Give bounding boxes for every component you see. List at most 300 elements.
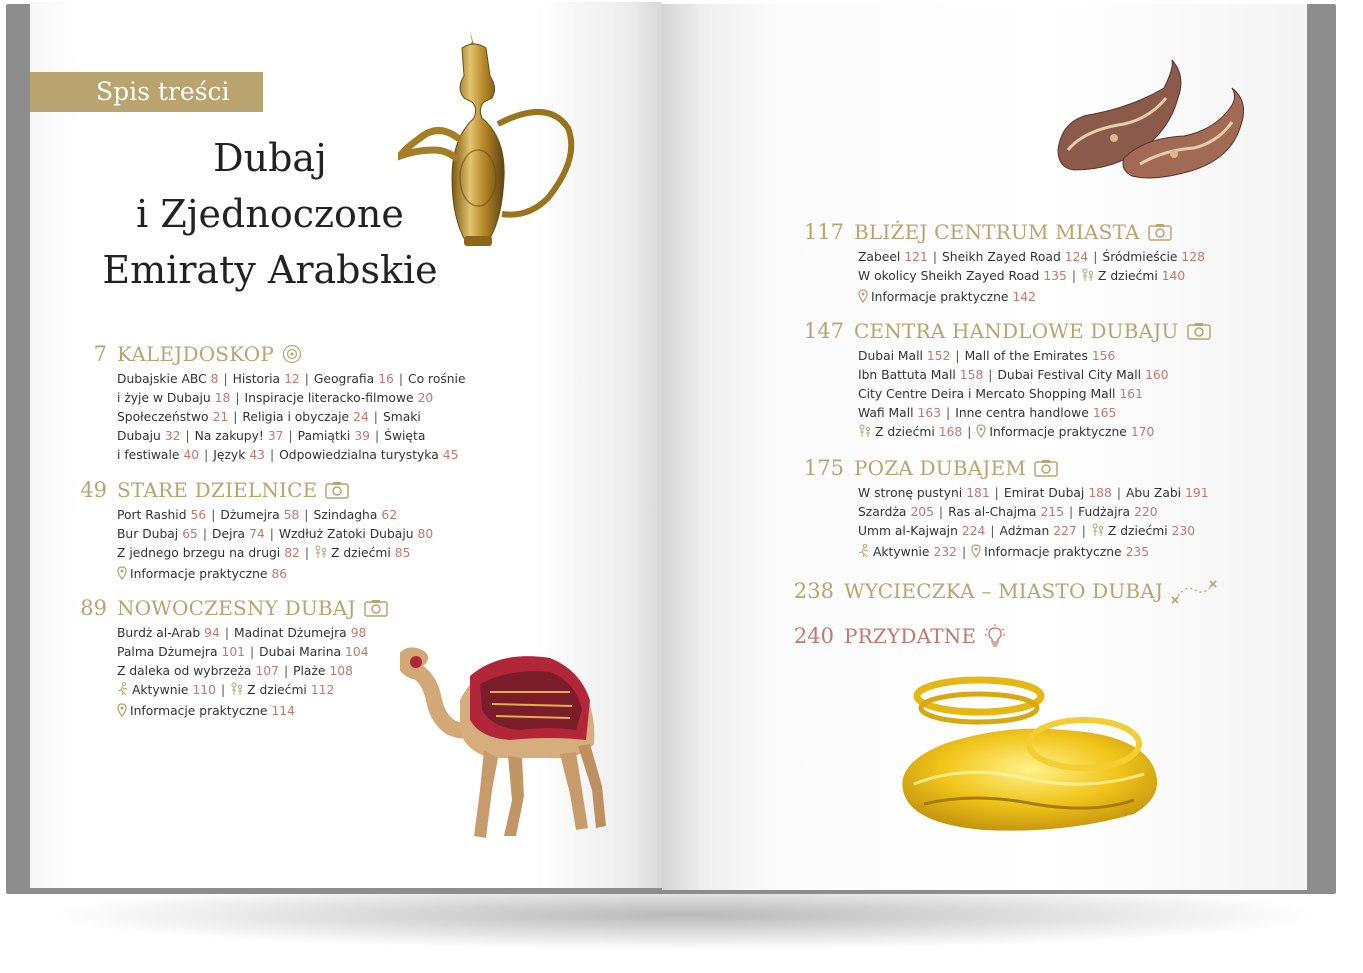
- section-heading[interactable]: [65, 478, 433, 502]
- toc-entry[interactable]: [117, 372, 219, 386]
- separator: |: [1068, 504, 1074, 519]
- toc-entry[interactable]: [858, 387, 1143, 401]
- entry-line: [858, 288, 1205, 309]
- entry-label: Adżman: [999, 523, 1050, 538]
- entry-label: Z dziećmi: [331, 545, 391, 560]
- toc-entry[interactable]: [314, 372, 394, 386]
- entry-line: [117, 624, 388, 643]
- toc-entry[interactable]: [955, 406, 1116, 420]
- toc-entry[interactable]: [1126, 486, 1209, 500]
- entry-page-number: 121: [904, 250, 928, 264]
- entry-page-number: 224: [961, 523, 986, 538]
- toc-entry[interactable]: [1004, 486, 1112, 500]
- section-page-number: 49: [80, 478, 107, 502]
- toc-entry[interactable]: [212, 527, 265, 541]
- section-title: NOWOCZESNY DUBAJ: [117, 596, 356, 620]
- toc-entry[interactable]: [1081, 269, 1185, 283]
- entry-label: Ibn Battuta Mall: [858, 367, 956, 382]
- title-line: i Zjednoczone: [136, 192, 404, 236]
- entry-page-number: 161: [1119, 386, 1143, 401]
- toc-entry[interactable]: [220, 508, 299, 522]
- entry-page-number: 18: [214, 390, 231, 405]
- kids-icon: [1081, 268, 1095, 288]
- section-page-number: 89: [80, 596, 107, 620]
- separator: |: [967, 424, 972, 439]
- toc-entry[interactable]: [858, 368, 983, 382]
- section-heading[interactable]: [792, 578, 1217, 604]
- toc-entry[interactable]: [213, 448, 265, 462]
- entry-line: [858, 248, 1205, 267]
- section-heading[interactable]: [802, 220, 1205, 244]
- separator: |: [250, 644, 255, 659]
- entry-page-number: 98: [350, 626, 367, 640]
- separator: |: [202, 526, 208, 541]
- entry-page-number: 227: [1053, 523, 1077, 538]
- entry-page-number: 85: [394, 545, 411, 560]
- entry-label: W okolicy Sheikh Zayed Road: [858, 268, 1040, 283]
- toc-entry[interactable]: [117, 626, 220, 640]
- toc-section: [802, 319, 1211, 444]
- toc-entry[interactable]: [313, 508, 397, 522]
- entry-page-number: 21: [212, 409, 229, 424]
- separator: |: [1093, 250, 1098, 264]
- toc-entry[interactable]: [858, 250, 928, 264]
- entry-label: Burdż al-Arab: [117, 626, 201, 640]
- entry-label: Zabeel: [858, 250, 901, 264]
- separator: |: [304, 508, 309, 522]
- entry-line: [117, 427, 466, 446]
- entry-label: Święta: [384, 428, 426, 443]
- entry-label: Dubaju: [117, 428, 161, 443]
- entry-page-number: 20: [417, 390, 434, 405]
- toc-entry[interactable]: [233, 372, 300, 386]
- separator: |: [994, 486, 999, 500]
- entry-line: [858, 267, 1205, 288]
- toc-entry[interactable]: [976, 425, 1154, 439]
- entry-label: Społeczeństwo: [117, 409, 209, 424]
- toc-entry[interactable]: [858, 406, 941, 420]
- toc-entry[interactable]: [971, 545, 1149, 559]
- entry-page-number: 110: [192, 682, 216, 697]
- entry-label: Dubai Marina: [259, 644, 342, 659]
- entry-page-number: 235: [1125, 544, 1150, 559]
- entry-page-number: 32: [164, 428, 181, 443]
- entry-page-number: 43: [249, 447, 265, 462]
- toc-entry[interactable]: [858, 290, 1036, 304]
- entry-label: Pamiątki: [297, 428, 351, 443]
- entry-page-number: 80: [417, 526, 434, 541]
- pin-icon: [858, 289, 868, 309]
- kids-icon: [1091, 523, 1105, 543]
- section-title: STARE DZIELNICE: [117, 478, 318, 502]
- entry-label: Port Rashid: [117, 508, 187, 522]
- toc-entry[interactable]: [858, 269, 1067, 283]
- entry-label: Aktywnie: [873, 544, 930, 559]
- entry-label: Dubajskie ABC: [117, 372, 207, 386]
- entry-line: [117, 702, 388, 723]
- toc-entry[interactable]: [858, 505, 934, 519]
- entry-line: [858, 366, 1211, 385]
- camera-icon: [1187, 322, 1211, 340]
- separator: |: [375, 428, 380, 443]
- camera-icon: [364, 599, 388, 617]
- entry-label: Odpowiedzialna turystyka: [279, 447, 439, 462]
- toc-entry[interactable]: [408, 372, 466, 386]
- separator: |: [398, 372, 404, 386]
- entry-page-number: 158: [959, 367, 984, 382]
- entry-page-number: 160: [1145, 367, 1169, 382]
- pin-icon: [976, 424, 986, 444]
- toc-entry[interactable]: [942, 250, 1088, 264]
- toc-entry[interactable]: [117, 508, 206, 522]
- entry-label: Inspiracje literacko-filmowe: [244, 390, 414, 405]
- toc-entry[interactable]: [117, 567, 287, 581]
- entry-label: Dubai Mall: [858, 349, 923, 363]
- separator: |: [269, 447, 275, 462]
- entry-label: i żyje w Dubaju: [117, 390, 211, 405]
- toc-entry[interactable]: [858, 349, 950, 363]
- gold-jewelry-illustration: [884, 674, 1179, 834]
- entry-label: Inne centra handlowe: [955, 405, 1089, 420]
- separator: |: [1116, 486, 1121, 500]
- separator: |: [373, 409, 378, 424]
- coffee-pot-illustration: [398, 28, 583, 253]
- toc-entry[interactable]: [117, 391, 230, 405]
- entry-page-number: 56: [190, 508, 207, 522]
- toc-entry[interactable]: [117, 527, 198, 541]
- entry-label: Informacje praktyczne: [130, 703, 268, 718]
- entry-page-number: 74: [249, 526, 265, 541]
- slippers-illustration: [1054, 58, 1244, 183]
- entry-line: [117, 506, 433, 525]
- toc-section: [65, 342, 466, 465]
- camel-illustration: [400, 640, 610, 850]
- kids-icon: [858, 424, 872, 444]
- toc-entry[interactable]: [242, 410, 368, 424]
- entry-line: [117, 408, 466, 427]
- toc-entry[interactable]: [195, 429, 284, 443]
- entry-label: Mall of the Emirates: [964, 349, 1088, 363]
- section-entries: [858, 484, 1209, 564]
- entry-line: [858, 503, 1209, 522]
- entry-label: Fudżajra: [1078, 504, 1131, 519]
- entry-page-number: 181: [966, 486, 990, 500]
- toc-section: [65, 478, 433, 586]
- left-page: [30, 2, 662, 888]
- entry-page-number: 37: [267, 428, 284, 443]
- toc-entry[interactable]: [117, 664, 279, 678]
- separator: |: [223, 372, 228, 386]
- entry-page-number: 40: [183, 447, 200, 462]
- toc-entry[interactable]: [948, 505, 1064, 519]
- toc-entry[interactable]: [117, 546, 300, 560]
- title-line: Emiraty Arabskie: [102, 248, 438, 292]
- lightbulb-icon: [984, 624, 1006, 648]
- entry-page-number: 114: [271, 703, 295, 718]
- entry-line: [117, 662, 388, 681]
- entry-page-number: 128: [1181, 250, 1205, 264]
- entry-line: [117, 544, 433, 565]
- section-title: PRZYDATNE: [844, 624, 977, 648]
- entry-label: Informacje praktyczne: [984, 544, 1122, 559]
- separator: |: [990, 523, 995, 538]
- section-page-number: 117: [803, 220, 844, 244]
- entry-line: [858, 484, 1209, 503]
- entry-label: Z dziećmi: [247, 682, 307, 697]
- toc-entry[interactable]: [858, 524, 985, 538]
- entry-page-number: 168: [938, 424, 963, 439]
- section-entries: [117, 370, 466, 465]
- camera-icon: [1034, 459, 1058, 477]
- entry-label: Umm al-Kajwajn: [858, 523, 958, 538]
- entry-label: Emirat Dubaj: [1003, 486, 1085, 500]
- entry-label: Bur Dubaj: [117, 526, 179, 541]
- separator: |: [233, 409, 238, 424]
- entry-page-number: 188: [1088, 486, 1112, 500]
- toc-entry[interactable]: [117, 448, 199, 462]
- section-heading[interactable]: [65, 342, 466, 366]
- entry-page-number: 24: [353, 409, 369, 424]
- toc-entry[interactable]: [858, 545, 957, 559]
- toc-section: [792, 578, 1217, 604]
- kids-icon: [230, 682, 244, 702]
- separator: |: [288, 428, 293, 443]
- entry-label: i festiwale: [117, 447, 180, 462]
- separator: |: [269, 526, 274, 541]
- entry-page-number: 170: [1130, 424, 1155, 439]
- entry-line: [858, 522, 1209, 543]
- entry-line: [858, 543, 1209, 564]
- route-icon: [1171, 578, 1217, 604]
- camera-icon: [1148, 223, 1172, 241]
- separator: |: [946, 405, 951, 420]
- entry-label: Ras al-Chajma: [948, 504, 1037, 519]
- section-title: KALEJDOSKOP: [117, 342, 275, 366]
- entry-label: Z jednego brzegu na drugi: [117, 545, 281, 560]
- section-page-number: 238: [793, 579, 834, 603]
- entry-page-number: 191: [1185, 486, 1209, 500]
- separator: |: [1071, 268, 1076, 283]
- entry-page-number: 12: [284, 372, 300, 386]
- separator: |: [211, 508, 216, 522]
- entry-page-number: 8: [210, 372, 219, 386]
- toc-entry[interactable]: [965, 349, 1116, 363]
- entry-page-number: 39: [354, 428, 370, 443]
- entry-label: Wafi Mall: [858, 405, 914, 420]
- entry-line: [117, 643, 388, 662]
- rosette-icon: [282, 344, 302, 364]
- pin-icon: [117, 566, 127, 586]
- toc-entry[interactable]: [293, 664, 353, 678]
- toc-entry[interactable]: [279, 527, 433, 541]
- toc-section: [802, 220, 1205, 309]
- separator: |: [932, 250, 937, 264]
- section-entries: [117, 506, 433, 586]
- toc-entry[interactable]: [858, 486, 990, 500]
- entry-line: [858, 404, 1211, 423]
- entry-line: [858, 347, 1211, 366]
- entry-page-number: 16: [378, 372, 394, 386]
- toc-section: [65, 596, 388, 723]
- section-entries: [117, 624, 388, 723]
- entry-label: Informacje praktyczne: [130, 566, 268, 581]
- entry-line: [858, 385, 1211, 404]
- separator: |: [220, 682, 226, 697]
- entry-label: Wzdłuż Zatoki Dubaju: [278, 526, 414, 541]
- separator: |: [988, 367, 993, 382]
- separator: |: [955, 349, 960, 363]
- entry-label: Co rośnie: [408, 372, 466, 386]
- entry-page-number: 107: [255, 663, 279, 678]
- separator: |: [204, 447, 209, 462]
- section-page-number: 147: [803, 319, 844, 343]
- toc-entry[interactable]: [1102, 250, 1205, 264]
- separator: |: [304, 372, 309, 386]
- entry-label: Język: [213, 447, 246, 462]
- entry-page-number: 62: [381, 508, 398, 522]
- section-entries: [858, 248, 1205, 309]
- entry-label: Dżumejra: [220, 508, 280, 522]
- toc-entry[interactable]: [117, 683, 216, 697]
- section-title: WYCIECZKA – MIASTO DUBAJ: [844, 579, 1164, 603]
- toc-entry[interactable]: [997, 368, 1168, 382]
- separator: |: [1081, 523, 1086, 538]
- entry-page-number: 94: [204, 626, 220, 640]
- toc-entry[interactable]: [858, 425, 962, 439]
- pin-icon: [971, 544, 981, 564]
- section-heading[interactable]: [65, 596, 388, 620]
- entry-label: City Centre Deira i Mercato Shopping Mall: [858, 386, 1116, 401]
- entry-label: Abu Zabi: [1125, 486, 1182, 500]
- entry-label: W stronę pustyni: [858, 486, 963, 500]
- toc-entry[interactable]: [117, 704, 295, 718]
- entry-page-number: 142: [1012, 289, 1036, 304]
- toc-section: [802, 456, 1209, 564]
- toc-entry[interactable]: [1078, 505, 1157, 519]
- toc-entry[interactable]: [234, 626, 366, 640]
- active-icon: [858, 544, 870, 564]
- entry-page-number: 45: [442, 447, 459, 462]
- separator: |: [235, 390, 240, 405]
- section-title: CENTRA HANDLOWE DUBAJU: [854, 319, 1179, 343]
- entry-page-number: 230: [1171, 523, 1196, 538]
- title-line: Dubaj: [213, 136, 327, 180]
- toc-entry[interactable]: [1000, 524, 1077, 538]
- entry-page-number: 232: [933, 544, 957, 559]
- entry-label: Dubai Festival City Mall: [997, 367, 1142, 382]
- separator: |: [185, 428, 190, 443]
- entry-page-number: 101: [221, 644, 245, 659]
- toc-entry[interactable]: [383, 410, 421, 424]
- entry-label: Palma Dżumejra: [117, 644, 218, 659]
- section-page-number: 240: [793, 624, 834, 648]
- section-heading[interactable]: [792, 624, 1006, 648]
- entry-page-number: 140: [1161, 268, 1186, 283]
- entry-line: [117, 446, 466, 465]
- entry-label: Geografia: [313, 372, 375, 386]
- entry-label: Religia i obyczaje: [242, 409, 350, 424]
- entry-page-number: 135: [1043, 268, 1067, 283]
- entry-label: Madinat Dżumejra: [233, 626, 347, 640]
- section-heading[interactable]: [802, 319, 1211, 343]
- section-title: BLIŻEJ CENTRUM MIASTA: [854, 220, 1140, 244]
- entry-page-number: 165: [1092, 405, 1117, 420]
- toc-entry[interactable]: [279, 448, 458, 462]
- entry-line: [858, 423, 1211, 444]
- toc-section: [792, 624, 1006, 648]
- section-title: POZA DUBAJEM: [854, 456, 1027, 480]
- toc-entry[interactable]: [314, 546, 410, 560]
- entry-label: Informacje praktyczne: [871, 289, 1009, 304]
- entry-label: Szindagha: [313, 508, 378, 522]
- toc-entry[interactable]: [384, 429, 425, 443]
- entry-label: Sheikh Zayed Road: [941, 250, 1061, 264]
- separator: |: [304, 545, 310, 560]
- entry-line: [117, 565, 433, 586]
- toc-entry[interactable]: [298, 429, 370, 443]
- entry-label: Smaki: [382, 409, 421, 424]
- entry-label: Informacje praktyczne: [989, 424, 1127, 439]
- toc-entry[interactable]: [245, 391, 434, 405]
- entry-page-number: 156: [1091, 349, 1116, 363]
- entry-label: Śródmieście: [1102, 250, 1178, 264]
- toc-entry[interactable]: [117, 645, 245, 659]
- section-heading[interactable]: [802, 456, 1209, 480]
- contents-banner: Spis treści: [30, 72, 263, 112]
- separator: |: [961, 544, 967, 559]
- separator: |: [938, 504, 944, 519]
- entry-page-number: 82: [284, 545, 300, 560]
- right-page: [662, 4, 1307, 890]
- entry-page-number: 205: [910, 504, 934, 519]
- section-page-number: 7: [93, 342, 107, 366]
- toc-entry[interactable]: [259, 645, 368, 659]
- entry-label: Historia: [232, 372, 281, 386]
- entry-page-number: 124: [1064, 250, 1089, 264]
- section-entries: [858, 347, 1211, 444]
- entry-page-number: 65: [182, 526, 198, 541]
- entry-page-number: 104: [345, 644, 369, 659]
- separator: |: [283, 663, 289, 678]
- entry-page-number: 220: [1134, 504, 1158, 519]
- toc-entry[interactable]: [1091, 524, 1195, 538]
- entry-page-number: 163: [917, 405, 942, 420]
- entry-label: Aktywnie: [132, 682, 189, 697]
- separator: |: [224, 626, 229, 640]
- entry-page-number: 215: [1040, 504, 1064, 519]
- entry-label: Z dziećmi: [1098, 268, 1158, 283]
- toc-entry[interactable]: [117, 410, 228, 424]
- entry-line: [117, 389, 466, 408]
- entry-page-number: 152: [926, 349, 951, 363]
- entry-label: Plaże: [293, 663, 326, 678]
- entry-page-number: 58: [283, 508, 300, 522]
- section-page-number: 175: [803, 456, 844, 480]
- entry-line: [117, 370, 466, 389]
- entry-line: [117, 681, 388, 702]
- toc-entry[interactable]: [117, 429, 180, 443]
- entry-label: Dejra: [212, 526, 246, 541]
- entry-label: Z dziećmi: [875, 424, 935, 439]
- entry-page-number: 86: [271, 566, 288, 581]
- entry-label: Na zakupy!: [194, 428, 264, 443]
- entry-label: Z dziećmi: [1107, 523, 1168, 538]
- entry-label: Z daleka od wybrzeża: [117, 663, 252, 678]
- entry-label: Szardża: [858, 504, 907, 519]
- active-icon: [117, 682, 129, 702]
- pin-icon: [117, 703, 127, 723]
- toc-entry[interactable]: [230, 683, 334, 697]
